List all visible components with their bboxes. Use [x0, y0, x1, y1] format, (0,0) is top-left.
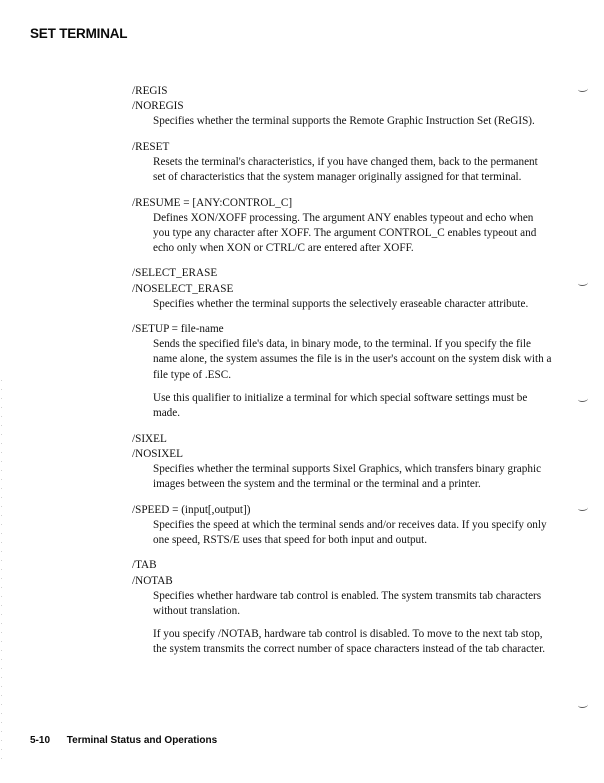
qualifier-entry-select-erase [132, 266, 552, 311]
qualifier-name: /REGIS [132, 85, 168, 97]
qualifier-name: /SELECT_ERASE [132, 267, 218, 280]
qualifier-description: Resets the terminal's characteristics, if you have changed them, back to the permanent set of characteristics that the system manager originally assigned for that terminal. [153, 155, 538, 183]
qualifier-name: /RESUME = [ANY:CONTROL_C] [132, 196, 293, 209]
qualifier-description: Use this qualifier to initialize a terminal for which special software settings must be made. [153, 392, 528, 420]
qualifier-description: Specifies whether hardware tab control is enabled. The system transmits tab characters without translation. [153, 589, 542, 617]
margin-mark [578, 505, 588, 511]
qualifier-name: /SETUP = file-name [132, 323, 224, 336]
qualifier-name: /SIXEL [132, 432, 167, 445]
qualifier-entry-reset [132, 140, 552, 185]
qualifier-description: Sends the specified file's data, in binary mode, to the terminal. If you specify the file name alone, the system assumes the file is in the user's account on the system disk with a file type of .ESC. [153, 338, 552, 381]
qualifier-description: Specifies whether the terminal supports the Remote Graphic Instruction Set (ReGIS). [153, 115, 535, 128]
margin-mark [578, 86, 588, 92]
qualifier-entry-speed [132, 503, 552, 548]
scan-edge-marks [1, 380, 2, 760]
page-title: SET TERMINAL [30, 26, 128, 41]
page-number: 5-10 [30, 735, 51, 746]
qualifier-name: /NOREGIS [132, 100, 184, 113]
qualifier-entry-resume [132, 196, 552, 256]
qualifier-entry-sixel [132, 432, 552, 492]
margin-mark [578, 702, 588, 708]
qualifier-name: /TAB [132, 559, 157, 572]
qualifier-name: /RESET [132, 140, 170, 153]
margin-mark [578, 280, 588, 286]
qualifier-description: Specifies whether the terminal supports Sixel Graphics, which transfers binary graphic images between the system and the terminal or the terminal and a printer. [153, 462, 542, 491]
qualifier-description: Defines XON/XOFF processing. The argument ANY enables typeout and echo when you type any character after XOFF. The argument CONTROL_C enables typeout and echo only when XON or CTRL/C are entered after XOFF. [153, 211, 537, 254]
margin-mark [578, 396, 588, 402]
qualifier-description: If you specify /NOTAB, hardware tab control is disabled. To move to the next tab stop, the system transmits the correct number of space characters instead of the tab character. [153, 628, 546, 656]
qualifier-name: /SPEED = (input[,output]) [132, 503, 251, 516]
qualifier-description: Specifies whether the terminal supports the selectively eraseable character attribute. [153, 297, 529, 310]
qualifier-name: /NOTAB [132, 574, 173, 587]
qualifier-entry-tab [132, 558, 552, 657]
qualifier-description: Specifies the speed at which the terminal sends and/or receives data. If you specify only one speed, RSTS/E uses that speed for both input and output. [153, 518, 547, 546]
qualifier-name: /NOSELECT_ERASE [132, 282, 234, 295]
page-footer [30, 735, 217, 746]
qualifier-list [132, 84, 552, 668]
qualifier-entry-regis [132, 84, 552, 129]
qualifier-entry-setup [132, 322, 552, 421]
section-title: Terminal Status and Operations [66, 735, 218, 746]
qualifier-name: /NOSIXEL [132, 447, 183, 460]
